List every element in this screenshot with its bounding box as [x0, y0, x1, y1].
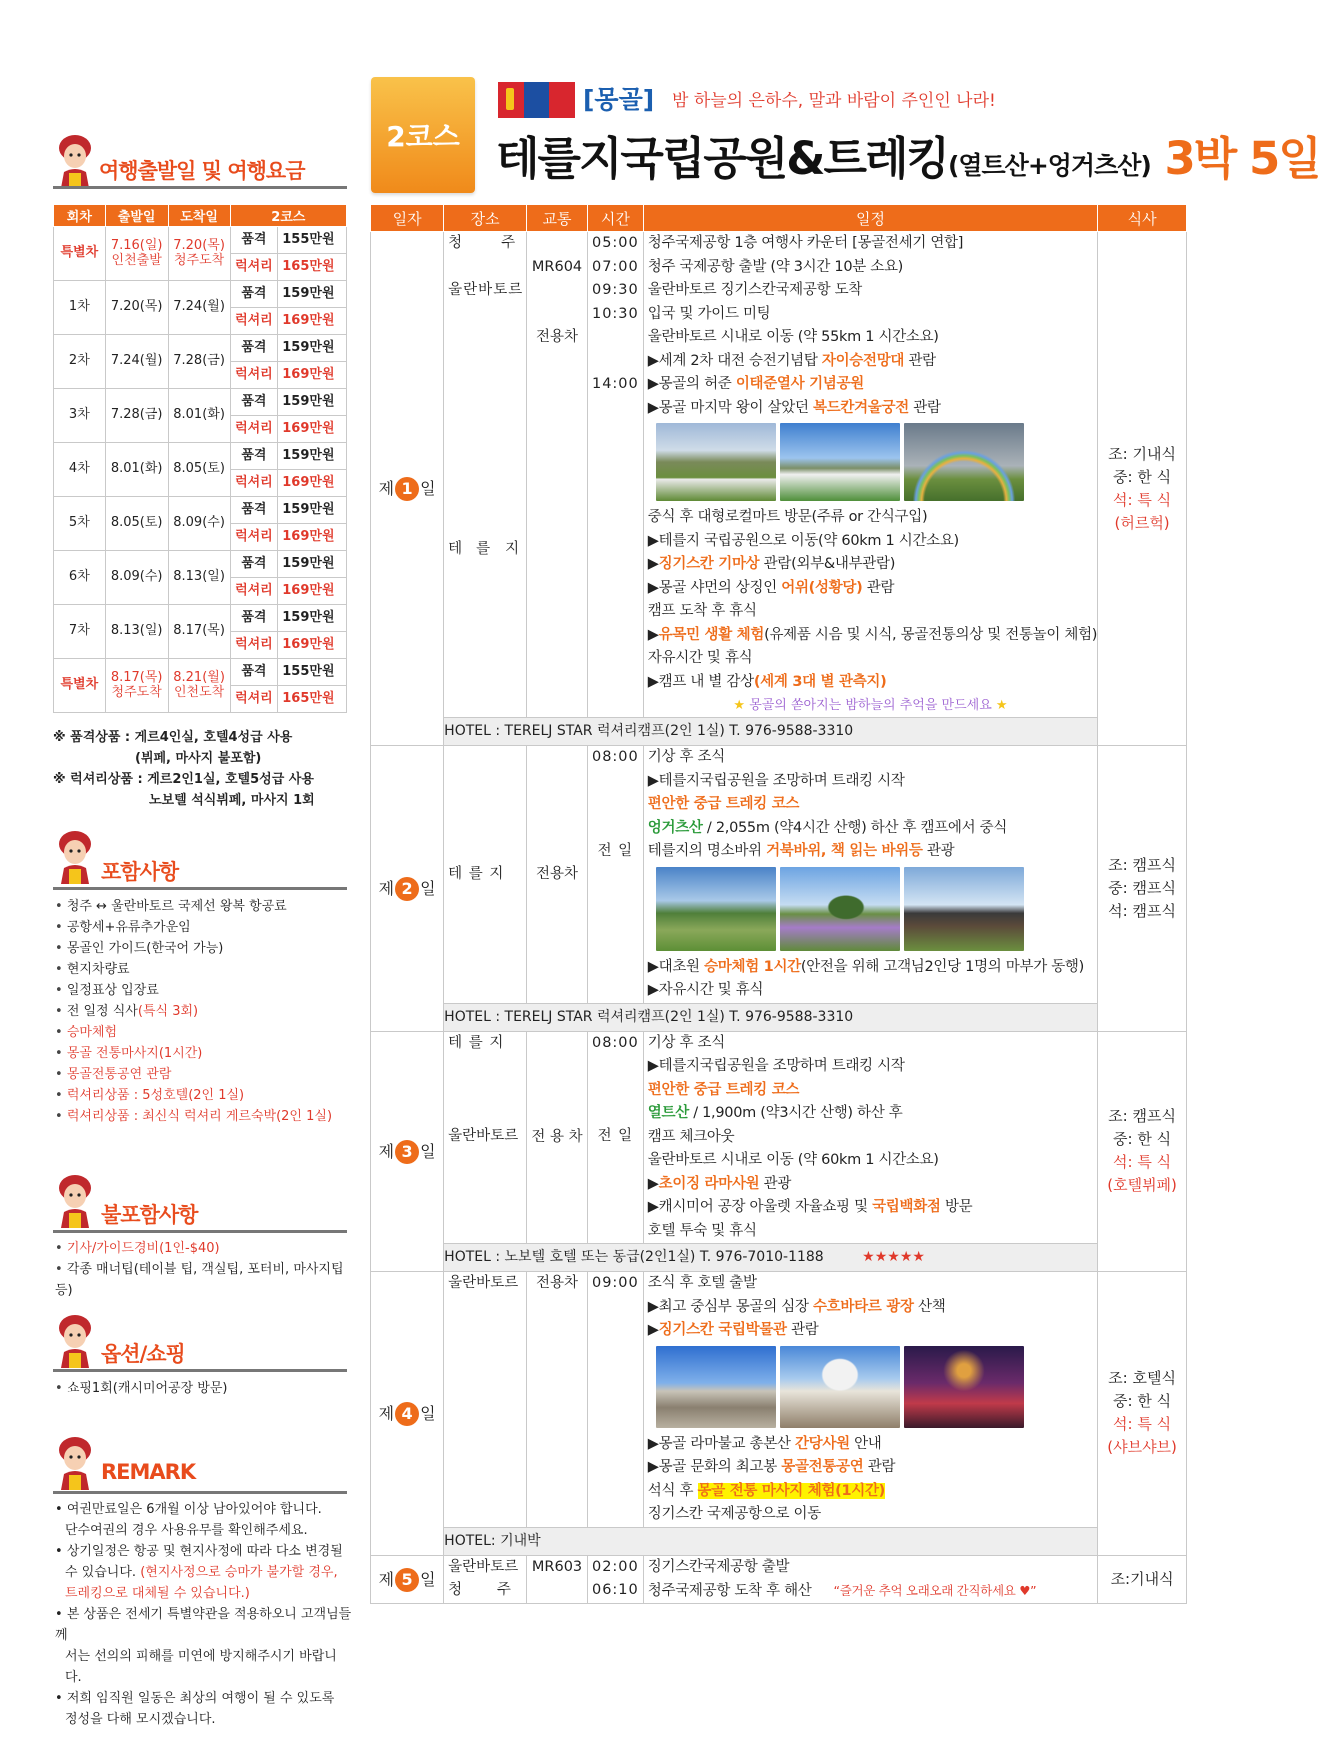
fare-section-title: 여행출발일 및 여행요금	[99, 159, 305, 183]
price: 159만원	[278, 605, 347, 632]
list-item: • 전 일정 식사(특식 3회)	[55, 1001, 349, 1022]
day-number: 3	[395, 1140, 419, 1164]
grade: 럭셔리	[230, 524, 278, 551]
list-item: • 럭셔리상품 : 최신식 럭셔리 게르숙박(2인 1실)	[55, 1106, 349, 1127]
mongolia-flag-icon	[498, 82, 575, 118]
photo-rainbow	[904, 423, 1024, 501]
grade: 럭셔리	[230, 362, 278, 389]
price: 169만원	[278, 524, 347, 551]
five-star-rating: ★★★★★	[862, 1249, 925, 1265]
schedule-cell: 청주국제공항 1층 여행사 카운터 [몽골전세기 연합] 청주 국제공항 출발 (약 3시간 10분 소요) 울란바토르 징기스칸국제공항 도착 입국 및 가이드 미팅 울란바토르 시내로 이동 (약 55km 1 시간소요) ▶세계 2차 대전 승전기념탑 자이승전망대 관람 ▶몽골의 허준 이태준열사 기념공원 ▶몽골 마지막 왕이 살았던 복드칸겨울궁전 관람 중식 후 대형로컬마트 방문(주류 or 간식구입) ▶테를지 국립공원으로 이동(약 60km 1 시간소요) ▶징기스칸 기마상 관람(외부&내부관람) ▶몽골 샤먼의 상징인 어위(성황당) 관람 캠프 도착 후 휴식 ▶유목민 생활 체험(유제품 시음 및 시식, 몽골전통의상 및 전통놀이 체험) 자유시간 및 휴식 ▶캠프 내 별 감상(세계 3대 별 관측지) ★ 몽골의 쏟아지는 밤하늘의 추억을 만드세요 ★	[643, 232, 1097, 718]
list-item: • 저희 임직원 일동은 최상의 여행이 될 수 있도록	[55, 1691, 335, 1706]
table-row	[54, 659, 347, 686]
col-header: 출발일	[105, 205, 168, 227]
col-header: 2코스	[230, 205, 346, 227]
arr-date: 8.05(토)	[168, 443, 230, 497]
arr-date: 8.13(일)	[168, 551, 230, 605]
round: 7차	[54, 605, 106, 659]
course-badge: 2코스	[371, 77, 475, 193]
list-item: • 청주 ↔ 울란바토르 국제선 왕복 항공료	[55, 896, 349, 917]
price: 169만원	[278, 578, 347, 605]
day5-row	[371, 1555, 1187, 1603]
remark-list: • 여권만료일은 6개월 이상 남아있어야 합니다. 단수여권의 경우 사용유무를 확인해주세요. • 상기일정은 항공 및 현지사정에 따라 다소 변경될 수 있습니다. (현지사정으로 승마가 불가할 경우, 트레킹으로 대체될 수 있습니다.) • 본 상품은 전세기 특별약관을 적용하오니 고객님들께 서는 선의의 피해를 미연에 방지해주시기 바랍니다. • 저희 임직원 일동은 최상의 여행이 될 수 있도록 정성을 다해 모시겠습니다.	[55, 1499, 353, 1730]
grade: 품격	[230, 605, 278, 632]
grade: 럭셔리	[230, 254, 278, 281]
price: 159만원	[278, 497, 347, 524]
photo-strip	[644, 1343, 1097, 1433]
transport-cell: 전용차	[527, 746, 588, 1004]
list-item: • 쇼핑1회(캐시미어공장 방문)	[55, 1378, 349, 1399]
place-cell: 테 를 지 울란바토르	[444, 1031, 527, 1244]
exclude-section-title: 불포함사항	[101, 1203, 198, 1227]
table-row	[54, 605, 347, 632]
mascot-icon	[53, 1310, 97, 1368]
grade: 럭셔리	[230, 470, 278, 497]
price: 169만원	[278, 470, 347, 497]
price: 159만원	[278, 443, 347, 470]
round: 4차	[54, 443, 106, 497]
grade: 럭셔리	[230, 578, 278, 605]
arr-date: 8.17(목)	[168, 605, 230, 659]
list-item: • 현지차량료	[55, 959, 349, 980]
round: 특별차	[54, 227, 106, 281]
price: 165만원	[278, 254, 347, 281]
price: 165만원	[278, 686, 347, 713]
hotel-info: HOTEL: 기내박	[444, 1527, 1098, 1555]
day4-row	[371, 1272, 1187, 1528]
title-sub: (열트산+엉거츠산)	[947, 151, 1151, 180]
grade: 럭셔리	[230, 308, 278, 335]
col-header: 장소	[444, 205, 527, 232]
country-label: [몽골]	[583, 85, 655, 114]
option-section-title: 옵션/쇼핑	[101, 1342, 185, 1366]
round: 1차	[54, 281, 106, 335]
grade: 품격	[230, 281, 278, 308]
list-item: • 일정표상 입장료	[55, 980, 349, 1001]
dep-date: 8.13(일)	[105, 605, 168, 659]
round: 5차	[54, 497, 106, 551]
dep-date: 7.24(월)	[105, 335, 168, 389]
day-label: 제 5 일	[371, 1555, 444, 1603]
col-header: 회차	[54, 205, 106, 227]
price: 169만원	[278, 632, 347, 659]
arr-date: 8.21(월) 인천도착	[168, 659, 230, 713]
round: 3차	[54, 389, 106, 443]
farewell-message: “즐거운 추억 오래오래 간직하세요 ♥”	[833, 1583, 1037, 1598]
col-header: 도착일	[168, 205, 230, 227]
grade: 럭셔리	[230, 686, 278, 713]
day2-row	[371, 746, 1187, 1004]
col-header: 일정	[643, 205, 1097, 232]
col-header: 시간	[587, 205, 643, 232]
exclude-list	[55, 1238, 355, 1301]
table-row	[54, 389, 347, 416]
meal-cell: 조: 호텔식 중: 한 식 석: 특 식 (샤브샤브)	[1098, 1272, 1187, 1556]
transport-cell: MR603	[527, 1555, 588, 1603]
price: 159만원	[278, 551, 347, 578]
arr-date: 7.20(목) 청주도착	[168, 227, 230, 281]
photo-traditional-performance	[904, 1346, 1024, 1428]
grade: 럭셔리	[230, 416, 278, 443]
grade: 품격	[230, 389, 278, 416]
list-item: • 공항세+유류추가운임	[55, 917, 349, 938]
price: 159만원	[278, 281, 347, 308]
dep-date: 7.16(일) 인천출발	[105, 227, 168, 281]
table-row	[54, 335, 347, 362]
time-cell: 02:00 06:10	[587, 1555, 643, 1603]
transport-cell: 전용차	[527, 1272, 588, 1528]
list-item: • 본 상품은 전세기 특별약관을 적용하오니 고객님들께	[55, 1607, 352, 1643]
grade: 품격	[230, 227, 278, 254]
table-row	[54, 497, 347, 524]
day-number: 5	[395, 1568, 419, 1592]
dep-date: 8.05(토)	[105, 497, 168, 551]
price: 159만원	[278, 389, 347, 416]
table-row	[54, 443, 347, 470]
meal-cell: 조: 기내식 중: 한 식 석: 특 식 (허르헉)	[1098, 232, 1187, 746]
transport-cell: MR604 전용차	[527, 232, 588, 718]
arr-date: 8.09(수)	[168, 497, 230, 551]
day-label: 제 2 일	[371, 746, 444, 1032]
arr-date: 7.28(금)	[168, 335, 230, 389]
time-cell: 05:00 07:00 09:30 10:30 14:00	[587, 232, 643, 718]
photo-grassland	[656, 867, 776, 951]
itinerary-table	[370, 204, 1187, 1604]
dep-date: 7.20(목)	[105, 281, 168, 335]
col-header: 일자	[371, 205, 444, 232]
meal-cell: 조:기내식	[1098, 1555, 1187, 1603]
schedule-cell: 기상 후 조식 ▶테를지국립공원을 조망하며 트래킹 시작 편안한 중급 트레킹 코스 열트산 / 1,900m (약3시간 산행) 하산 후 캠프 체크아웃 울란바토르 시내로 이동 (약 60km 1 시간소요) ▶초이징 라마사원 관광 ▶캐시미어 공장 아울렛 자율쇼핑 및 국립백화점 방문 호텔 투숙 및 휴식	[643, 1031, 1097, 1244]
day-label: 제 4 일	[371, 1272, 444, 1556]
place-cell: 울란바토르	[444, 1272, 527, 1528]
round: 특별차	[54, 659, 106, 713]
place-cell: 울란바토르 청 주	[444, 1555, 527, 1603]
day-number: 4	[395, 1402, 419, 1426]
mascot-icon	[53, 130, 97, 188]
day-label: 제 3 일	[371, 1031, 444, 1272]
divider	[53, 1230, 347, 1233]
day-number: 1	[395, 477, 419, 501]
dep-date: 7.28(금)	[105, 389, 168, 443]
schedule-cell: 기상 후 조식 ▶테를지국립공원을 조망하며 트래킹 시작 편안한 중급 트레킹 코스 엉거츠산 / 2,055m (약4시간 산행) 하산 후 캠프에서 중식 테를지의 명소바위 거북바위, 책 읽는 바위등 관광 ▶대초원 승마체험 1시간(안전을 위해 고객님2인당 1명의 마부가 동행) ▶자유시간 및 휴식	[643, 746, 1097, 1004]
col-header: 교통	[527, 205, 588, 232]
option-list	[55, 1378, 349, 1399]
price: 169만원	[278, 362, 347, 389]
day-number: 2	[395, 877, 419, 901]
arr-date: 7.24(월)	[168, 281, 230, 335]
dep-date: 8.17(목) 청주도착	[105, 659, 168, 713]
hotel-info: HOTEL : TERELJ STAR 럭셔리캠프(2인 1실) T. 976-9588-3310	[444, 1003, 1098, 1031]
arr-date: 8.01(화)	[168, 389, 230, 443]
grade: 품격	[230, 551, 278, 578]
hotel-info: HOTEL : TERELJ STAR 럭셔리캠프(2인 1실) T. 976-9588-3310	[444, 718, 1098, 746]
round: 6차	[54, 551, 106, 605]
schedule-cell: 조식 후 호텔 출발 ▶최고 중심부 몽골의 심장 수흐바타르 광장 산책 ▶징기스칸 국립박물관 관람 ▶몽골 라마불교 총본산 간당사원 안내 ▶몽골 문화의 최고봉 몽골전통공연 관람 석식 후 몽골 전통 마사지 체험(1시간) 징기스칸 국제공항으로 이동	[643, 1272, 1097, 1528]
deco-message: ★ 몽골의 쏟아지는 밤하늘의 추억을 만드세요 ★	[733, 698, 1008, 713]
price: 155만원	[278, 659, 347, 686]
list-item: • 몽골인 가이드(한국어 가능)	[55, 938, 349, 959]
dep-date: 8.01(화)	[105, 443, 168, 497]
photo-flower-field	[780, 867, 900, 951]
divider	[53, 1369, 347, 1372]
grade: 럭셔리	[230, 632, 278, 659]
price: 159만원	[278, 335, 347, 362]
day1-row	[371, 232, 1187, 718]
mascot-icon	[53, 1432, 97, 1490]
grade: 품격	[230, 335, 278, 362]
mascot-icon	[53, 1170, 97, 1228]
slogan: 밤 하늘의 은하수, 말과 바람이 주인인 나라!	[672, 91, 996, 111]
page-title	[496, 122, 1320, 187]
title-main: 테를지국립공원&트레킹	[496, 132, 948, 185]
day3-row	[371, 1031, 1187, 1244]
list-item: • 상기일정은 항공 및 현지사정에 따라 다소 변경될	[55, 1544, 343, 1559]
photo-horse-riding	[904, 867, 1024, 951]
divider	[53, 887, 347, 890]
remark-section-title: REMARK	[101, 1460, 196, 1484]
title-days: 5일	[1248, 132, 1320, 185]
include-section-title: 포함사항	[101, 860, 179, 884]
meal-cell: 조: 캠프식 중: 한 식 석: 특 식 (호텔뷔페)	[1098, 1031, 1187, 1272]
photo-ger-mountain	[780, 423, 900, 501]
include-list	[55, 896, 349, 1127]
grade: 품격	[230, 659, 278, 686]
star-icon: ★	[733, 698, 746, 713]
price: 169만원	[278, 416, 347, 443]
list-item: • 기사/가이드경비(1인-$40)	[55, 1238, 355, 1259]
photo-strip	[644, 864, 1097, 956]
fare-table	[53, 204, 347, 713]
star-icon: ★	[995, 698, 1008, 713]
day-label: 제 1 일	[371, 232, 444, 746]
list-item: • 몽골전통공연 관람	[55, 1064, 349, 1085]
table-row	[54, 551, 347, 578]
divider	[53, 186, 347, 189]
list-item: • 여권만료일은 6개월 이상 남아있어야 합니다.	[55, 1502, 322, 1517]
grade: 품격	[230, 497, 278, 524]
time-cell: 08:00 전 일	[587, 746, 643, 1004]
list-item: • 럭셔리상품 : 5성호텔(2인 1실)	[55, 1085, 349, 1106]
schedule-cell: 징기스칸국제공항 출발 청주국제공항 도착 후 해산 “즐거운 추억 오래오래 간직하세요 ♥”	[643, 1555, 1097, 1603]
title-nights: 3박	[1164, 132, 1236, 185]
table-row	[54, 227, 347, 254]
photo-museum	[780, 1346, 900, 1428]
place-cell: 테 를 지	[444, 746, 527, 1004]
time-cell: 08:00 전 일	[587, 1031, 643, 1244]
photo-sukhbaatar-square	[656, 1346, 776, 1428]
price: 155만원	[278, 227, 347, 254]
time-cell: 09:00	[587, 1272, 643, 1528]
meal-cell: 조: 캠프식 중: 캠프식 석: 캠프식	[1098, 746, 1187, 1032]
mascot-icon	[53, 826, 97, 884]
list-item: • 승마체험	[55, 1022, 349, 1043]
list-item: • 각종 매너팁(테이블 팁, 객실팁, 포터비, 마사지팁 등)	[55, 1259, 355, 1301]
dep-date: 8.09(수)	[105, 551, 168, 605]
place-cell: 청 주 울란바토르 테 를 지	[444, 232, 527, 718]
col-header: 식사	[1098, 205, 1187, 232]
photo-strip	[644, 420, 1097, 506]
price: 169만원	[278, 308, 347, 335]
transport-cell: 전 용 차	[527, 1031, 588, 1244]
grade: 품격	[230, 443, 278, 470]
fare-notes: ※ 품격상품 : 게르4인실, 호텔4성급 사용 (뷔페, 마사지 불포함) ※ 럭셔리상품 : 게르2인1실, 호텔5성급 사용 노보텔 석식뷔페, 마사지 1회	[53, 730, 315, 808]
photo-ger-camp	[656, 423, 776, 501]
hotel-info: HOTEL : 노보텔 호텔 또는 동급(2인1실) T. 976-7010-1188 ★★★★★	[444, 1244, 1098, 1272]
divider	[53, 1491, 347, 1494]
table-row	[54, 281, 347, 308]
round: 2차	[54, 335, 106, 389]
list-item: • 몽골 전통마사지(1시간)	[55, 1043, 349, 1064]
